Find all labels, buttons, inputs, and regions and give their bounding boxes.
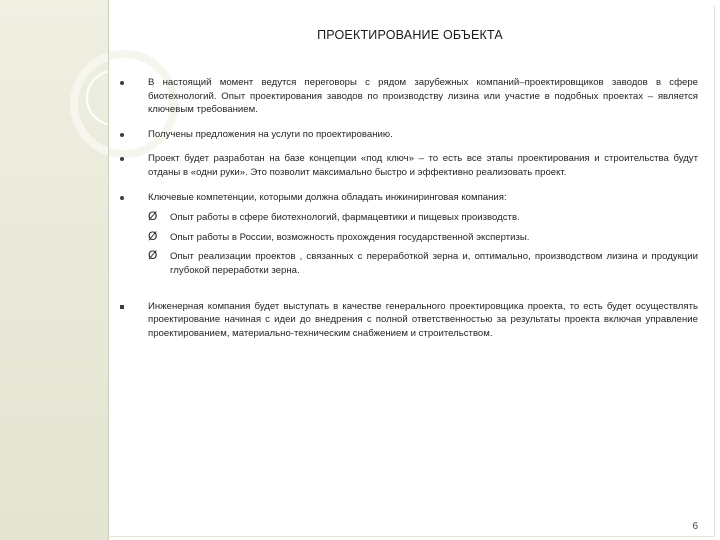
arrow-bullet-icon: Ø bbox=[148, 228, 158, 243]
bullet-text: Получены предложения на услуги по проектированию. bbox=[148, 128, 393, 140]
bullet-dot-icon bbox=[120, 157, 124, 161]
side-divider bbox=[108, 0, 109, 540]
slide-content bbox=[118, 76, 698, 351]
decorative-side-panel bbox=[0, 0, 108, 540]
sub-bullet-item bbox=[118, 228, 698, 245]
sub-bullet-text: Опыт работы в России, возможность прохождения государственной экспертизы. bbox=[170, 231, 530, 243]
bullet-dot-icon bbox=[120, 81, 124, 85]
sub-bullet-item bbox=[118, 211, 698, 225]
sub-bullet-item bbox=[118, 250, 698, 277]
bullet-item bbox=[118, 152, 698, 179]
bullet-text: Инженерная компания будет выступать в качестве генерального проектировщика проекта, то есть будет осуществлять проектирование начиная с идеи до внедрения с полной ответственностью за результаты проекта включая управление проектированием, материально-техническим снабжением и строительством. bbox=[148, 300, 698, 339]
bullet-square-icon bbox=[120, 305, 124, 309]
sub-bullet-list bbox=[118, 211, 698, 277]
bullet-item bbox=[118, 128, 698, 142]
sub-bullet-text: Опыт работы в сфере биотехнологий, фармацевтики и пищевых производств. bbox=[170, 212, 520, 224]
arrow-bullet-icon: Ø bbox=[148, 248, 158, 263]
bullet-item bbox=[118, 76, 698, 117]
bullet-item bbox=[118, 300, 698, 341]
bullet-text: Ключевые компетенции, которыми должна обладать инжиниринговая компания: bbox=[148, 191, 507, 203]
bullet-text: Проект будет разработан на базе концепции «под ключ» – то есть все этапы проектирования и строительства будут отданы в «одни руки». Это позволит максимально быстро и эффективно реализовать проект. bbox=[148, 153, 698, 178]
slide-title: ПРОЕКТИРОВАНИЕ ОБЪЕКТА bbox=[317, 28, 503, 42]
bullet-dot-icon bbox=[120, 196, 124, 200]
page-number: 6 bbox=[692, 521, 698, 532]
sub-bullet-text: Опыт реализации проектов , связанных с переработкой зерна и, оптимально, производством лизина и продукции глубокой переработки зерна. bbox=[170, 251, 698, 276]
bullet-dot-icon bbox=[120, 133, 124, 137]
arrow-bullet-icon: Ø bbox=[148, 209, 158, 224]
bullet-item bbox=[118, 191, 698, 205]
bullet-text: В настоящий момент ведутся переговоры с рядом зарубежных компаний–проектировщиков заводов в сфере биотехнологий. Опыт проектирования заводов по производству лизина или участие в подобных проектах – является ключевым требованием. bbox=[148, 77, 698, 116]
